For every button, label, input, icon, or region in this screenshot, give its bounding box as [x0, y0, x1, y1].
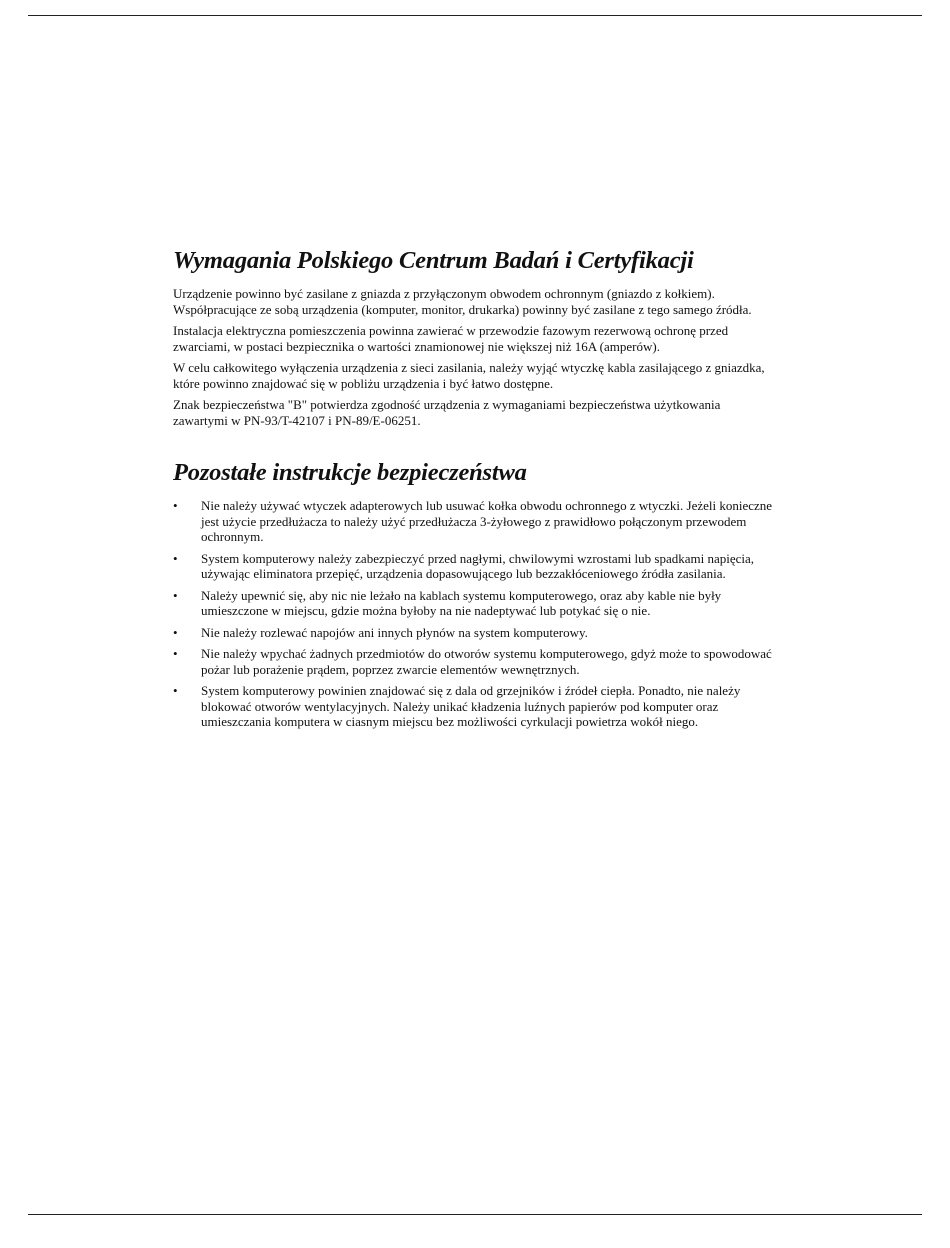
list-item-text: Nie należy rozlewać napojów ani innych płynów na system komputerowy.	[201, 624, 588, 640]
bullet-icon: •	[173, 587, 178, 603]
list-item	[173, 498, 773, 545]
section-heading: Wymagania Polskiego Centrum Badań i Certyfikacji	[173, 247, 694, 274]
section-heading: Pozostałe instrukcje bezpieczeństwa	[173, 459, 527, 486]
paragraph: Instalacja elektryczna pomieszczenia powinna zawierać w przewodzie fazowym rezerwową ochronę przed zwarciami, w postaci bezpiecznika o wartości znamionowej nie większej niż 16A (amperów).	[173, 323, 729, 354]
header-rule	[28, 15, 922, 16]
footer-rule	[28, 1214, 922, 1215]
list-item-text: System komputerowy należy zabezpieczyć przed nagłymi, chwilowymi wzrostami lub spadkami napięcia, używając eliminatora przepięć, urządzenia dopasowującego lub bezzakłóceniowego źródła zasilania.	[201, 550, 755, 581]
document-body	[173, 246, 773, 736]
bullet-icon: •	[173, 683, 178, 698]
list-item	[173, 551, 773, 582]
list-item	[173, 588, 773, 619]
bullet-icon: •	[173, 646, 178, 661]
list-item-text: Należy upewnić się, aby nic nie leżało na kablach systemu komputerowego, oraz aby kable nie były umieszczone w miejscu, gdzie można byłoby na nie nadeptywać lub potykać się o nie.	[201, 587, 722, 618]
list-item	[173, 683, 773, 730]
list-item-text: System komputerowy powinien znajdować się z dala od grzejników i źródeł ciepła. Ponadto, nie należy blokować otworów wentylacyjnych. Należy unikać kładzenia luźnych papierów pod komputer oraz umieszczania komputera w ciasnym miejscu bez możliwości cyrkulacji powietrza wokół niego.	[201, 683, 741, 729]
paragraph: Urządzenie powinno być zasilane z gniazda z przyłączonym obwodem ochronnym (gniazdo z kołkiem). Współpracujące ze sobą urządzenia (komputer, monitor, drukarka) powinny być zasilane z tego samego źródła.	[173, 286, 752, 317]
section-other-safety-instructions	[173, 458, 773, 730]
section-pcbc-requirements	[173, 246, 773, 428]
bullet-list	[173, 498, 773, 730]
paragraph: W celu całkowitego wyłączenia urządzenia z sieci zasilania, należy wyjąć wtyczkę kabla zasilającego z gniazdka, które powinno znajdować się w pobliżu urządzenia i być łatwo dostępne.	[173, 360, 765, 391]
list-item-text: Nie należy wpychać żadnych przedmiotów do otworów systemu komputerowego, gdyż może to spowodować pożar lub porażenie prądem, poprzez zwarcie elementów wewnętrznych.	[201, 646, 772, 677]
list-item	[173, 625, 773, 641]
bullet-icon: •	[173, 550, 178, 566]
list-item-text: Nie należy używać wtyczek adapterowych lub usuwać kołka obwodu ochronnego z wtyczki. Jeżeli konieczne jest użycie przedłużacza to należy użyć przedłużacza 3-żyłowego z prawidłowo połączonym przewodem ochronnym.	[201, 498, 773, 544]
bullet-icon: •	[173, 624, 178, 640]
paragraph: Znak bezpieczeństwa "B" potwierdza zgodność urządzenia z wymaganiami bezpieczeństwa użytkowania zawartymi w PN-93/T-42107 i PN-89/E-06251.	[173, 397, 721, 428]
bullet-icon: •	[173, 498, 178, 513]
list-item	[173, 646, 773, 677]
